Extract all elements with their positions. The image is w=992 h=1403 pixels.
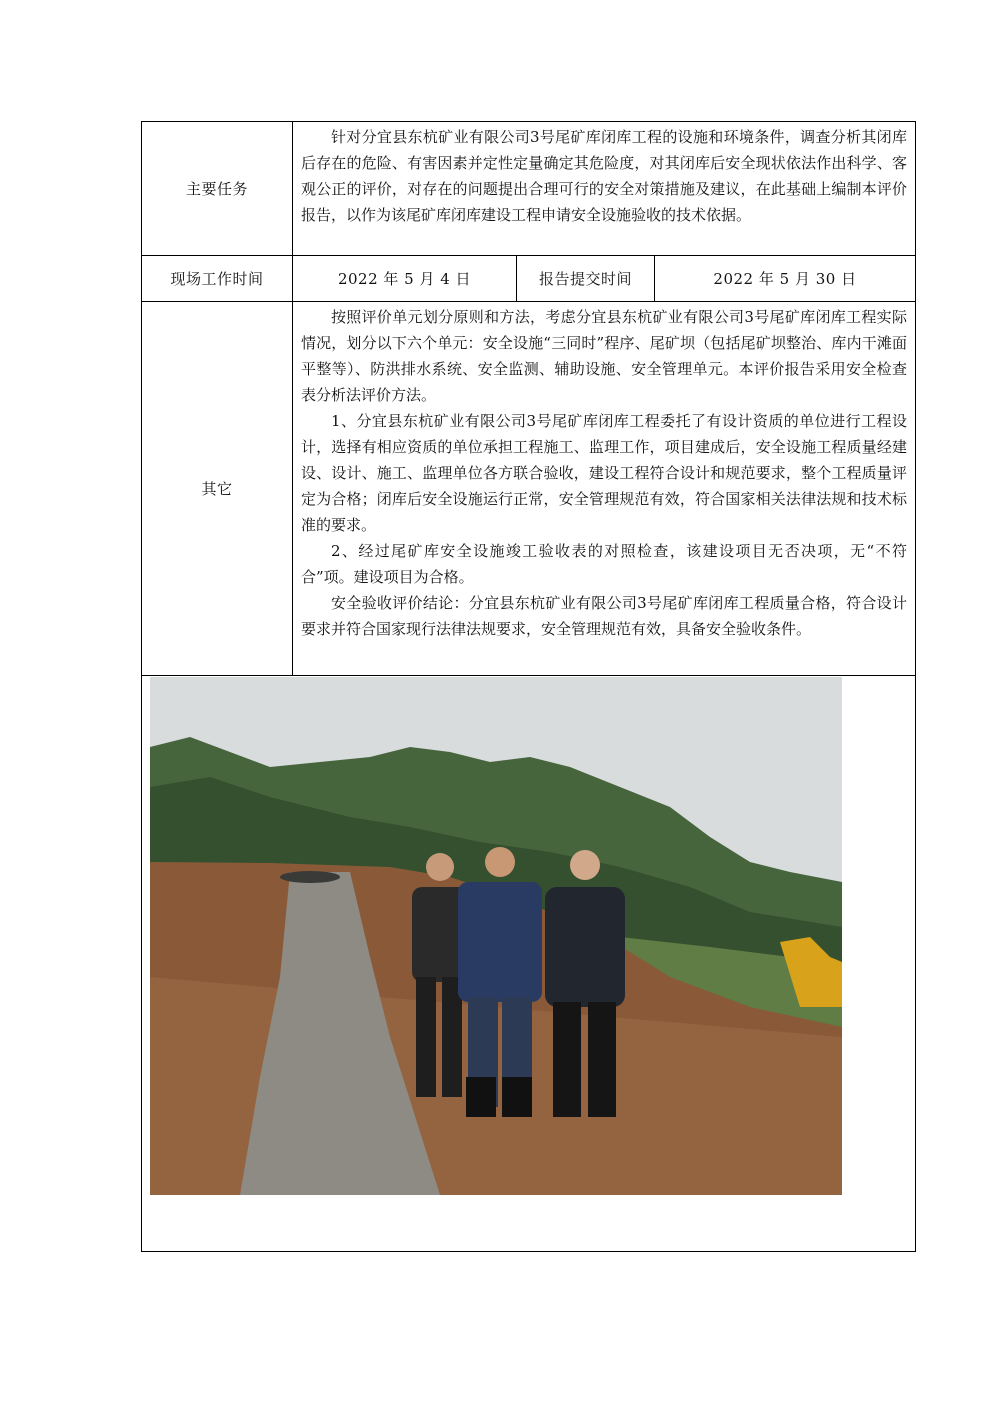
report-time-value: 2022 年 5 月 30 日: [713, 270, 857, 288]
report-time-label: 报告提交时间: [538, 270, 632, 288]
other-label: 其它: [201, 480, 233, 498]
other-paragraph: 1、分宜县东杭矿业有限公司3号尾矿库闭库工程委托了有设计资质的单位进行工程设计，选择有相应资质的单位承担工程施工、监理工作，项目建成后，安全设施工程质量经建设、设计、施工、监理单位各方联合验收，建设工程符合设计和规范要求，整个工程质量评定为合格；闭库后安全设施运行正常，安全管理规范有效，符合国家相关法律法规和技术标准的要求。: [301, 412, 907, 534]
evaluation-table: [141, 121, 916, 1252]
row-divider: [142, 675, 915, 676]
other-paragraph: 安全验收评价结论：分宜县东杭矿业有限公司3号尾矿库闭库工程质量合格，符合设计要求并符合国家现行法律法规要求，安全管理规范有效，具备安全验收条件。: [301, 594, 907, 638]
site-time-value: 2022 年 5 月 4 日: [337, 270, 472, 288]
main-task-cell: [293, 122, 915, 255]
site-photo-illustration: [150, 677, 842, 1195]
other-cell: [293, 302, 915, 675]
rock-pile: [280, 871, 340, 883]
main-task-label: 主要任务: [185, 180, 248, 198]
site-time-label: 现场工作时间: [170, 270, 264, 288]
other-paragraph: 2、经过尾矿库安全设施竣工验收表的对照检查，该建设项目无否决项，无“不符合”项。建设项目为合格。: [301, 542, 907, 586]
other-paragraph: 按照评价单元划分原则和方法，考虑分宜县东杭矿业有限公司3号尾矿库闭库工程实际情况，划分以下六个单元：安全设施“三同时”程序、尾矿坝（包括尾矿坝整治、库内干滩面平整等）、防洪排水系统、安全监测、辅助设施、安全管理单元。本评价报告采用安全检查表分析法评价方法。: [301, 308, 907, 404]
site-photo: [150, 677, 842, 1195]
main-task-text: 针对分宜县东杭矿业有限公司3号尾矿库闭库工程的设施和环境条件，调查分析其闭库后存在的危险、有害因素并定性定量确定其危险度，对其闭库后安全现状依法作出科学、客观公正的评价，对存在的问题提出合理可行的安全对策措施及建议，在此基础上编制本评价报告，以作为该尾矿库闭库建设工程申请安全设施验收的技术依据。: [301, 128, 907, 224]
